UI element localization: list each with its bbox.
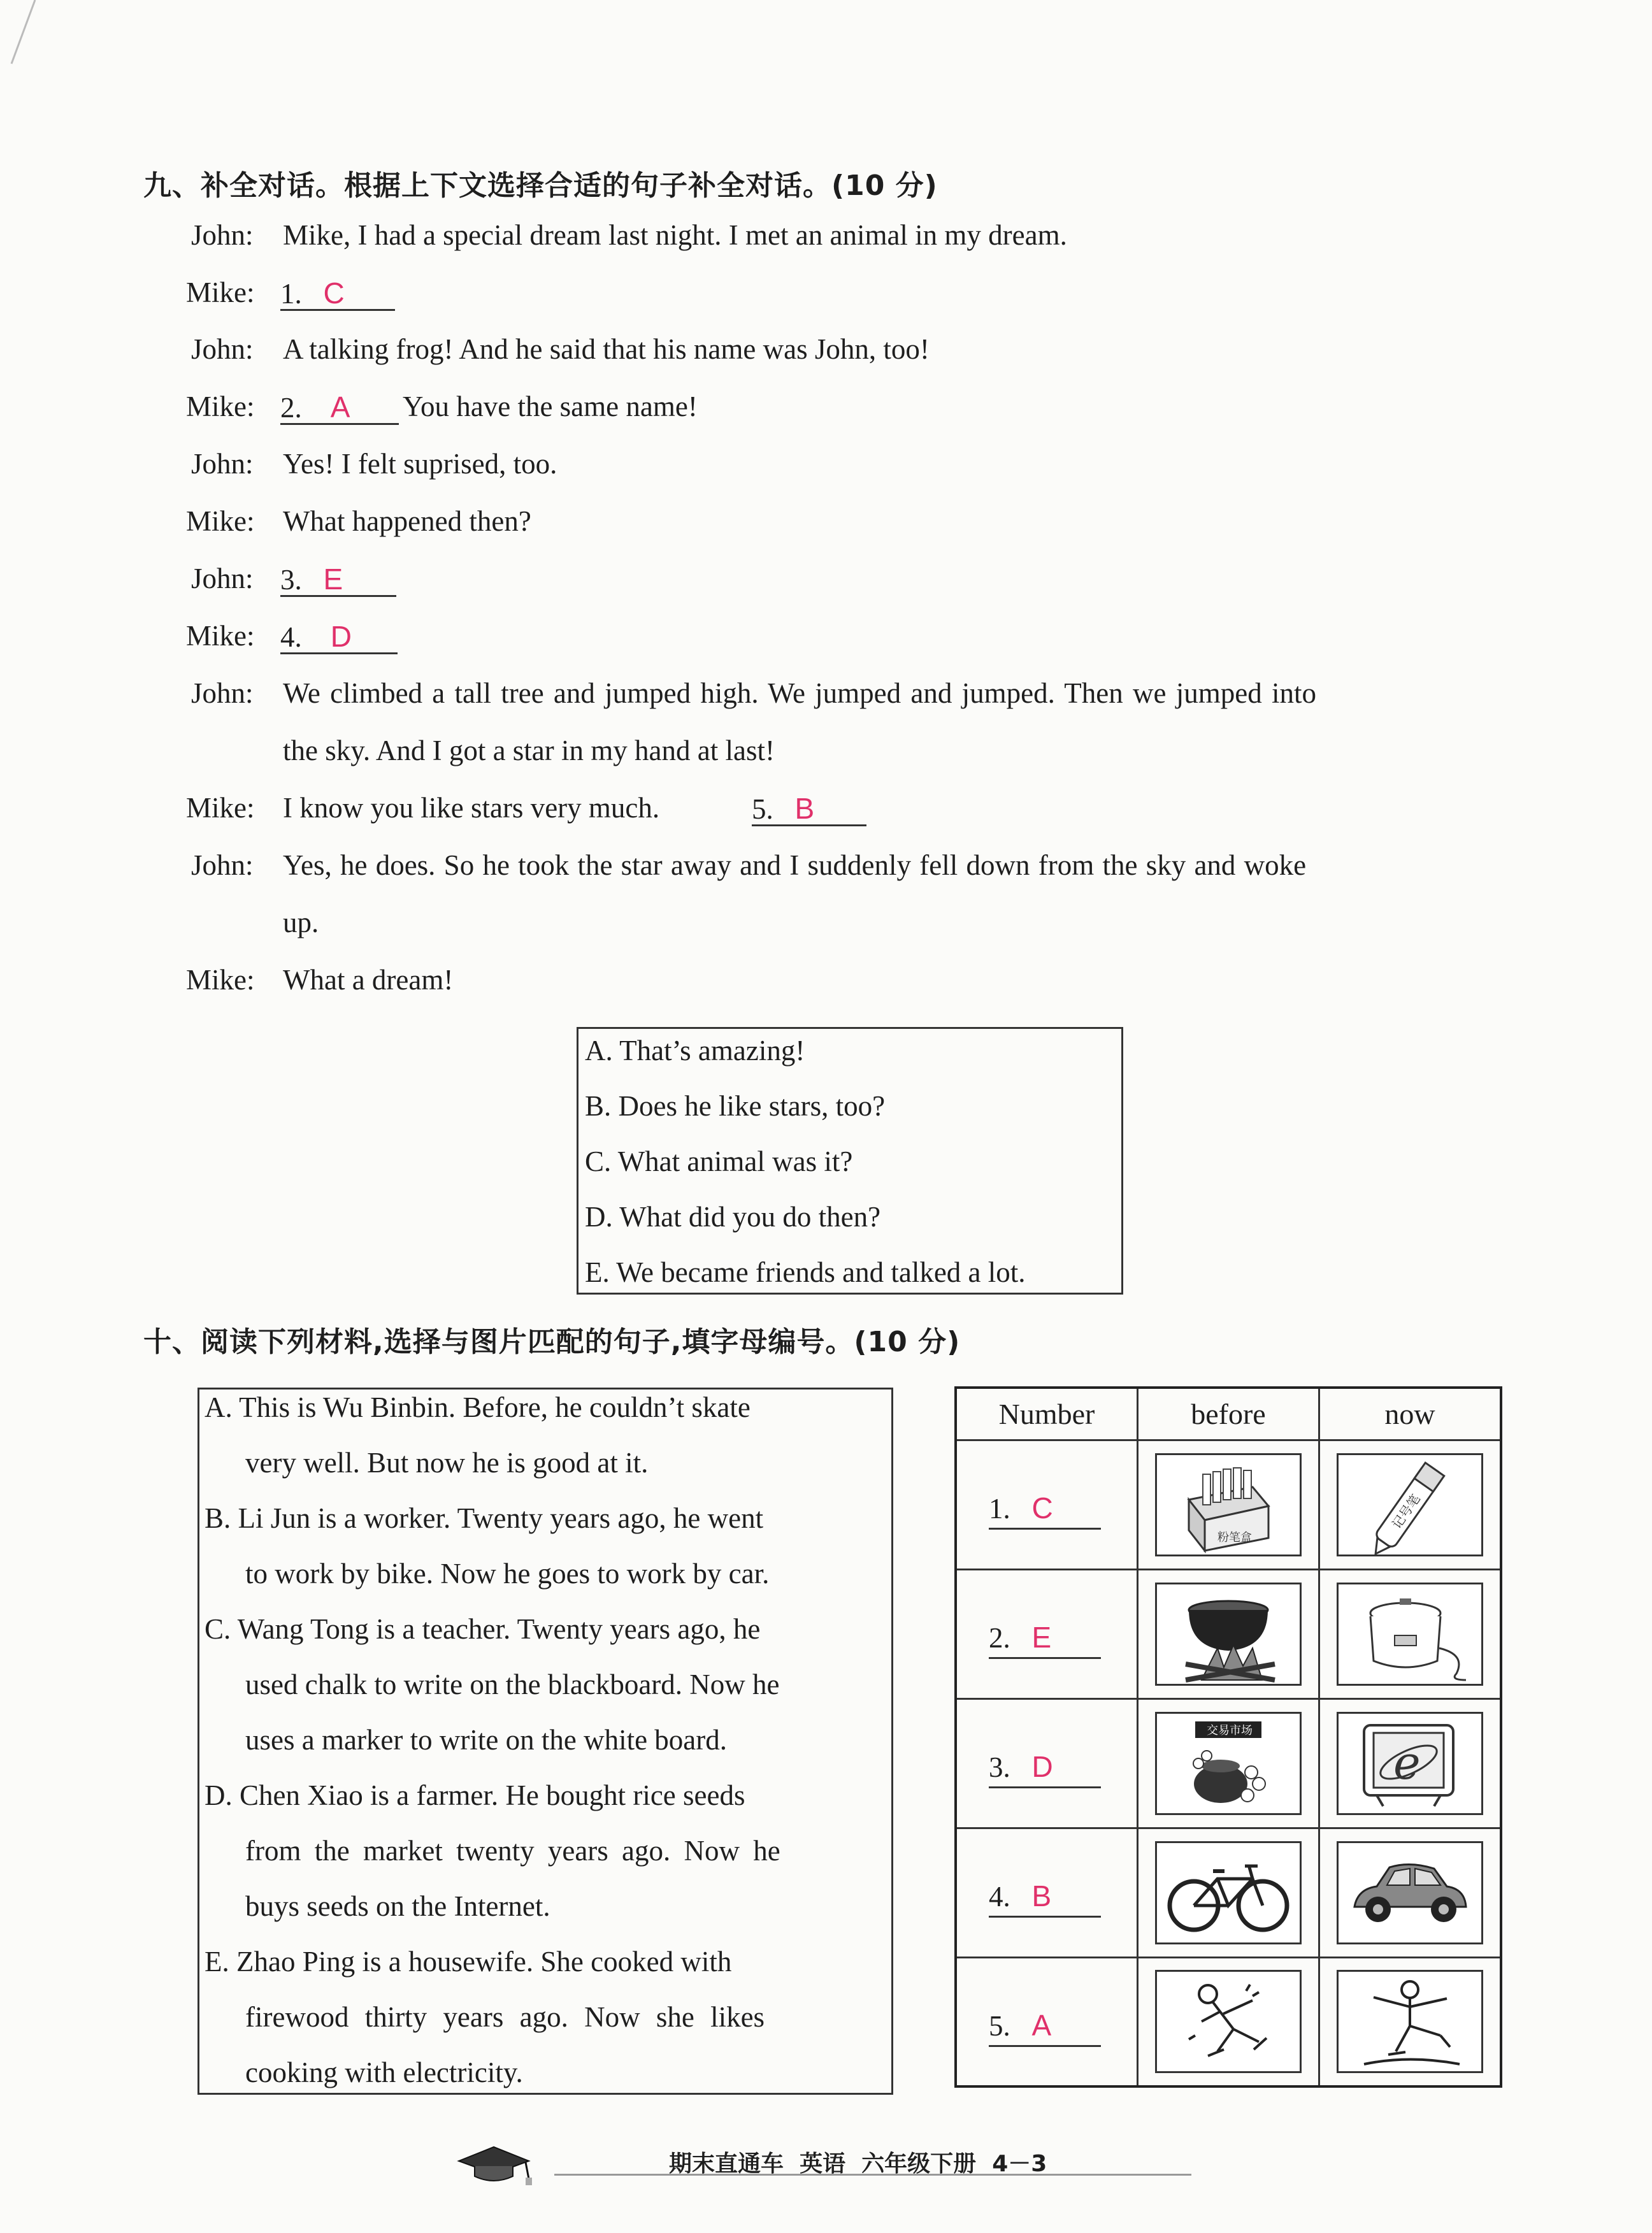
answer-value: B bbox=[794, 792, 815, 825]
answer-blank-t3[interactable]: 3. D bbox=[989, 1749, 1101, 1788]
answer-blank-t1[interactable]: 1. C bbox=[989, 1491, 1101, 1530]
speaker: John: bbox=[191, 849, 254, 881]
answer-blank-4[interactable]: 4. D bbox=[280, 619, 398, 654]
speaker: Mike: bbox=[186, 391, 255, 422]
passage-line: C. Wang Tong is a teacher. Twenty years ago, he bbox=[205, 1613, 761, 1645]
passage-line: B. Li Jun is a worker. Twenty years ago, he went bbox=[205, 1502, 764, 1534]
chalk-box-icon bbox=[1155, 1453, 1302, 1556]
option-item: C. What animal was it? bbox=[585, 1145, 853, 1177]
number-cell bbox=[956, 1698, 1138, 1828]
speaker: Mike: bbox=[186, 276, 255, 308]
bicycle-icon bbox=[1155, 1841, 1302, 1944]
svg-text:粉笔盒: 粉笔盒 bbox=[1217, 1530, 1252, 1544]
passage-line: uses a marker to write on the white board. bbox=[245, 1724, 728, 1756]
number-cell bbox=[956, 1828, 1138, 1957]
before-cell bbox=[1138, 1440, 1319, 1569]
answer-value: A bbox=[330, 391, 350, 424]
passage-line: D. Chen Xiao is a farmer. He bought rice seeds bbox=[205, 1779, 745, 1811]
passage-line: used chalk to write on the blackboard. Now he bbox=[245, 1669, 780, 1700]
good-skater-icon bbox=[1337, 1970, 1483, 2073]
speaker: John: bbox=[191, 333, 254, 365]
dialogue-text: I know you like stars very much. bbox=[283, 792, 660, 824]
answer-value: D bbox=[330, 620, 352, 653]
speaker: John: bbox=[191, 448, 254, 480]
answer-blank-3[interactable]: 3. E bbox=[280, 562, 396, 597]
passage-line: to work by bike. Now he goes to work by car. bbox=[245, 1558, 770, 1590]
speaker: Mike: bbox=[186, 964, 255, 996]
speaker: Mike: bbox=[186, 505, 255, 537]
number-cell bbox=[956, 1440, 1138, 1569]
footer-text: 期末直通车 英语 六年级下册 4－3 bbox=[669, 2151, 1047, 2177]
speaker: John: bbox=[191, 563, 254, 594]
now-cell bbox=[1319, 1957, 1502, 2086]
graduation-cap-icon bbox=[446, 2136, 542, 2186]
falling-skater-icon bbox=[1155, 1970, 1302, 2073]
option-item: D. What did you do then? bbox=[585, 1201, 881, 1233]
now-cell bbox=[1319, 1440, 1502, 1569]
passage-line: very well. But now he is good at it. bbox=[245, 1447, 649, 1479]
answer-blank-1[interactable]: 1. C bbox=[280, 276, 395, 311]
marker-pen-icon bbox=[1337, 1453, 1483, 1556]
dialogue-text: A talking frog! And he said that his name was John, too! bbox=[283, 333, 930, 365]
speaker: John: bbox=[191, 677, 254, 709]
market-seeds-icon bbox=[1155, 1712, 1302, 1815]
now-cell bbox=[1319, 1569, 1502, 1698]
speaker: Mike: bbox=[186, 792, 255, 824]
passage-line: cooking with electricity. bbox=[245, 2057, 523, 2088]
answer-value: E bbox=[1031, 1620, 1052, 1654]
answer-value: C bbox=[323, 276, 345, 310]
page-footer bbox=[446, 2136, 1210, 2186]
before-cell bbox=[1138, 1698, 1319, 1828]
svg-text:交易市场: 交易市场 bbox=[1207, 1723, 1253, 1737]
answer-value: D bbox=[1031, 1749, 1053, 1783]
answer-blank-t2[interactable]: 2. E bbox=[989, 1620, 1101, 1659]
dialogue-text: What a dream! bbox=[283, 964, 454, 996]
option-item: A. That’s amazing! bbox=[585, 1035, 805, 1066]
answer-blank-5[interactable]: 5. B bbox=[752, 791, 866, 826]
dialogue-text: Yes, he does. So he took the star away and I suddenly fell down from the sky and woke bbox=[283, 849, 1307, 881]
rice-cooker-icon bbox=[1337, 1583, 1483, 1686]
speaker: John: bbox=[191, 219, 254, 251]
now-cell bbox=[1319, 1698, 1502, 1828]
number-cell bbox=[956, 1957, 1138, 2086]
svg-text:e: e bbox=[1393, 1735, 1421, 1790]
dialogue-text: We climbed a tall tree and jumped high. We jumped and jumped. Then we jumped into bbox=[283, 677, 1316, 709]
answer-blank-t5[interactable]: 5. A bbox=[989, 2008, 1101, 2047]
header-before: before bbox=[1138, 1388, 1319, 1440]
passage-line: A. This is Wu Binbin. Before, he couldn’t skate bbox=[205, 1391, 751, 1423]
car-icon bbox=[1337, 1841, 1483, 1944]
internet-icon bbox=[1337, 1712, 1483, 1815]
firewood-pot-icon bbox=[1155, 1583, 1302, 1686]
now-cell bbox=[1319, 1828, 1502, 1957]
header-number: Number bbox=[956, 1388, 1138, 1440]
passage-line: buys seeds on the Internet. bbox=[245, 1890, 550, 1922]
answer-value: E bbox=[323, 563, 343, 596]
before-cell bbox=[1138, 1569, 1319, 1698]
dialogue-text: the sky. And I got a star in my hand at last! bbox=[283, 735, 775, 766]
dialogue-text: Mike, I had a special dream last night. I met an animal in my dream. bbox=[283, 219, 1067, 251]
answer-value: B bbox=[1031, 1879, 1052, 1913]
option-item: B. Does he like stars, too? bbox=[585, 1090, 886, 1122]
dialogue-text: up. bbox=[283, 907, 319, 938]
dialogue-text: You have the same name! bbox=[403, 391, 698, 422]
passage-box bbox=[198, 1388, 893, 2095]
answer-value: A bbox=[1031, 2008, 1052, 2042]
option-item: E. We became friends and talked a lot. bbox=[585, 1256, 1026, 1288]
passage-line: E. Zhao Ping is a housewife. She cooked with bbox=[205, 1946, 732, 1978]
answer-value: C bbox=[1031, 1491, 1053, 1525]
answer-blank-t4[interactable]: 4. B bbox=[989, 1879, 1101, 1918]
section10-heading: 十、阅读下列材料,选择与图片匹配的句子,填字母编号。(10 分) bbox=[143, 1326, 961, 1358]
dialogue-text: What happened then? bbox=[283, 505, 531, 537]
dialogue-text: Yes! I felt suprised, too. bbox=[283, 448, 557, 480]
options-box bbox=[577, 1027, 1123, 1295]
passage-line: from the market twenty years ago. Now he bbox=[245, 1835, 780, 1867]
matching-table bbox=[954, 1386, 1502, 2088]
svg-text:记号笔: 记号笔 bbox=[1388, 1491, 1423, 1532]
passage-line: firewood thirty years ago. Now she likes bbox=[245, 2001, 765, 2033]
header-now: now bbox=[1319, 1388, 1502, 1440]
before-cell bbox=[1138, 1957, 1319, 2086]
number-cell bbox=[956, 1569, 1138, 1698]
speaker: Mike: bbox=[186, 620, 255, 652]
section9-heading: 九、补全对话。根据上下文选择合适的句子补全对话。(10 分) bbox=[143, 169, 938, 202]
answer-blank-2[interactable]: 2. A bbox=[280, 390, 399, 425]
scan-edge-mark bbox=[0, 0, 51, 70]
before-cell bbox=[1138, 1828, 1319, 1957]
